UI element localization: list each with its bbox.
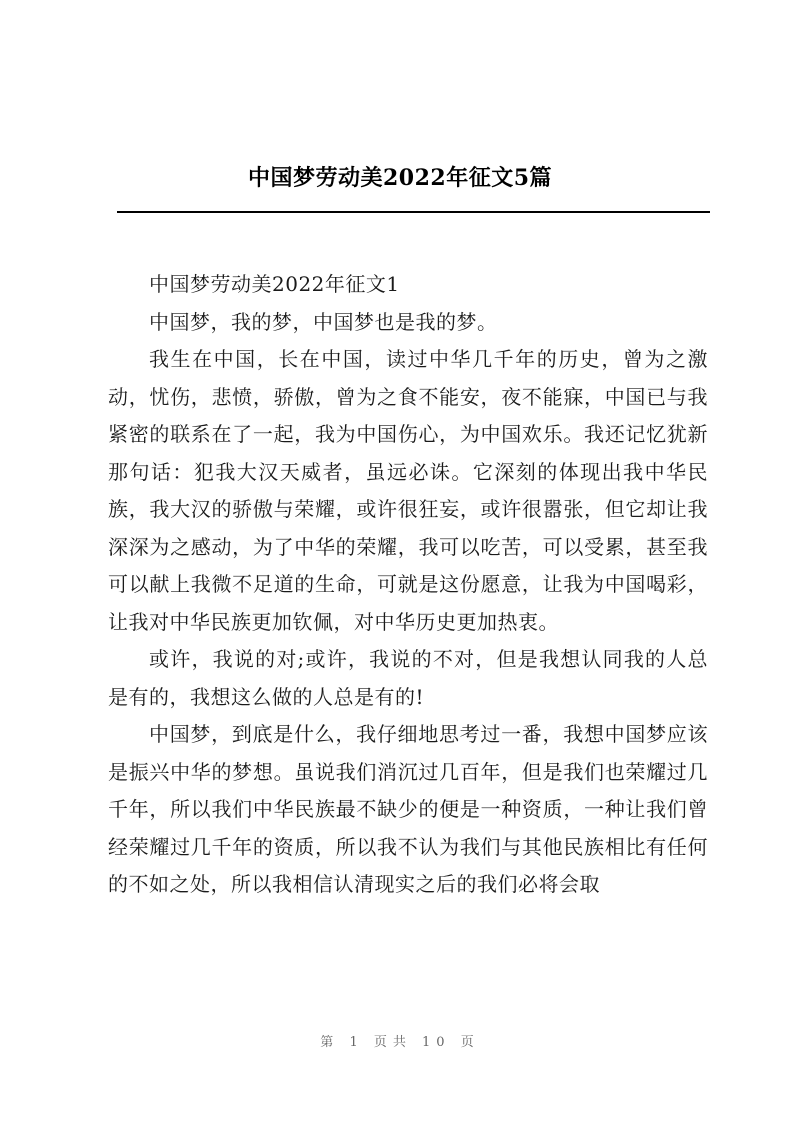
footer-prefix: 第 bbox=[320, 1035, 340, 1050]
paragraph: 或许，我说的对;或许，我说的不对，但是我想认同我的人总是有的，我想这么做的人总是有的! bbox=[108, 647, 708, 709]
footer-current-page: 1 bbox=[349, 1035, 364, 1050]
footer-suffix: 页 bbox=[460, 1035, 480, 1050]
paragraph: 我生在中国，长在中国，读过中华几千年的历史，曾为之激动，忧伤，悲愤，骄傲，曾为之食不能安，夜不能寐，中国已与我紧密的联系在了一起，我为中国伤心，为中国欢乐。我还记忆犹新那句话：犯我大汉天威者，虽远必诛。它深刻的体现出我中华民族，我大汉的骄傲与荣耀，或许很狂妄，或许很嚣张，但它却让我深深为之感动，为了中华的荣耀，我可以吃苦，可以受累，甚至我可以献上我微不足道的生命，可就是这份愿意，让我为中国喝彩，让我对中华民族更加钦佩，对中华历史更加热衷。 bbox=[108, 347, 708, 634]
paragraph: 中国梦，我的梦，中国梦也是我的梦。 bbox=[149, 309, 498, 334]
footer-total-pages: 10 bbox=[422, 1035, 451, 1050]
title-underline-rule bbox=[117, 211, 710, 213]
paragraph: 中国梦，到底是什么，我仔细地思考过一番，我想中国梦应该是振兴中华的梦想。虽说我们消沉过几百年，但是我们也荣耀过几千年，所以我们中华民族最不缺少的便是一种资质，一种让我们曾经荣耀过几千年的资质，所以我不认为我们与其他民族相比有任何的不如之处，所以我相信认清现实之后的我们必将会取 bbox=[108, 722, 708, 896]
footer-mid: 页共 bbox=[373, 1035, 412, 1050]
page-number-footer bbox=[0, 1031, 800, 1050]
document-body bbox=[108, 266, 708, 904]
document-title: 中国梦劳动美2022年征文5篇 bbox=[247, 165, 553, 191]
section-heading: 中国梦劳动美2022年征文1 bbox=[149, 272, 400, 296]
